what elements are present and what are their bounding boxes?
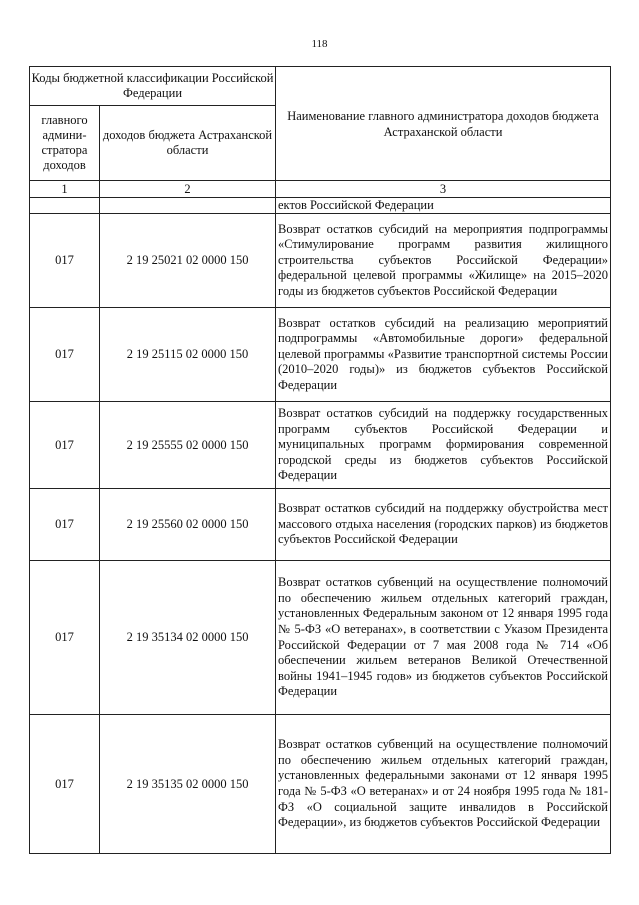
income-code: 2 19 25115 02 0000 150: [100, 308, 276, 402]
continuation-row: [30, 198, 611, 214]
column-number-row: [30, 181, 611, 198]
header-name-column: Наименование главного администратора доходов бюджета Астраханской области: [276, 67, 611, 181]
income-code: 2 19 35135 02 0000 150: [100, 715, 276, 854]
admin-code: 017: [30, 402, 100, 489]
income-name: Возврат остатков субсидий на поддержку государственных программ субъектов Российской Федерации и муниципальных программ формирования современной городской среды из бюджетов субъектов Российской Федерации: [276, 402, 611, 489]
header-income-column: доходов бюджета Астраханской области: [100, 106, 276, 181]
admin-code: 017: [30, 489, 100, 561]
income-name: Возврат остатков субсидий на мероприятия подпрограммы «Стимулирование программ развития жилищного строительства субъектов Российской Федерации» федеральной целевой программы «Жилище» на 2015–2020 годы из бюджетов субъектов Российской Федерации: [276, 214, 611, 308]
continuation-text: ектов Российской Федерации: [276, 198, 611, 214]
column-number: 1: [30, 181, 100, 198]
table-row: [30, 715, 611, 854]
income-code: 2 19 25560 02 0000 150: [100, 489, 276, 561]
header-row-top: [30, 67, 611, 106]
header-admin-column: главного админи-стратора доходов: [30, 106, 100, 181]
income-name: Возврат остатков субвенций на осуществление полномочий по обеспечению жильем отдельных категорий граждан, установленных Федеральным законом от 12 января 1995 года № 5-ФЗ «О ветеранах», в соответствии с Указом Президента Российской Федерации от 7 мая 2008 года № 714 «Об обеспечении жильем ветеранов Великой Отечественной войны 1941–1945 годов» из бюджетов субъектов Российской Федерации: [276, 561, 611, 715]
budget-classification-table: [29, 66, 611, 854]
admin-code: 017: [30, 561, 100, 715]
table-row: [30, 561, 611, 715]
table-row: [30, 489, 611, 561]
column-number: 3: [276, 181, 611, 198]
income-name: Возврат остатков субсидий на реализацию мероприятий подпрограммы «Автомобильные дороги» федеральной целевой программы «Развитие транспортной системы России (2010–2020 годы)» из бюджетов субъектов Российской Федерации: [276, 308, 611, 402]
income-name: Возврат остатков субвенций на осуществление полномочий по обеспечению жильем отдельных категорий граждан, установленных федеральными законами от 12 января 1995 года № 5-ФЗ «О ветеранах» и от 24 ноября 1995 года № 181-ФЗ «О социальной защите инвалидов в Российской Федерации», из бюджетов субъектов Российской Федерации: [276, 715, 611, 854]
admin-code: 017: [30, 308, 100, 402]
table-row: [30, 214, 611, 308]
admin-code: 017: [30, 715, 100, 854]
income-name: Возврат остатков субсидий на поддержку обустройства мест массового отдыха населения (городских парков) из бюджетов субъектов Российской Федерации: [276, 489, 611, 561]
table-row: [30, 308, 611, 402]
admin-code: 017: [30, 214, 100, 308]
income-code: 2 19 25555 02 0000 150: [100, 402, 276, 489]
page-number: 118: [311, 38, 328, 50]
column-number: 2: [100, 181, 276, 198]
income-code: 2 19 25021 02 0000 150: [100, 214, 276, 308]
header-group-title: Коды бюджетной классификации Российской Федерации: [30, 67, 276, 106]
income-code: 2 19 35134 02 0000 150: [100, 561, 276, 715]
table-row: [30, 402, 611, 489]
